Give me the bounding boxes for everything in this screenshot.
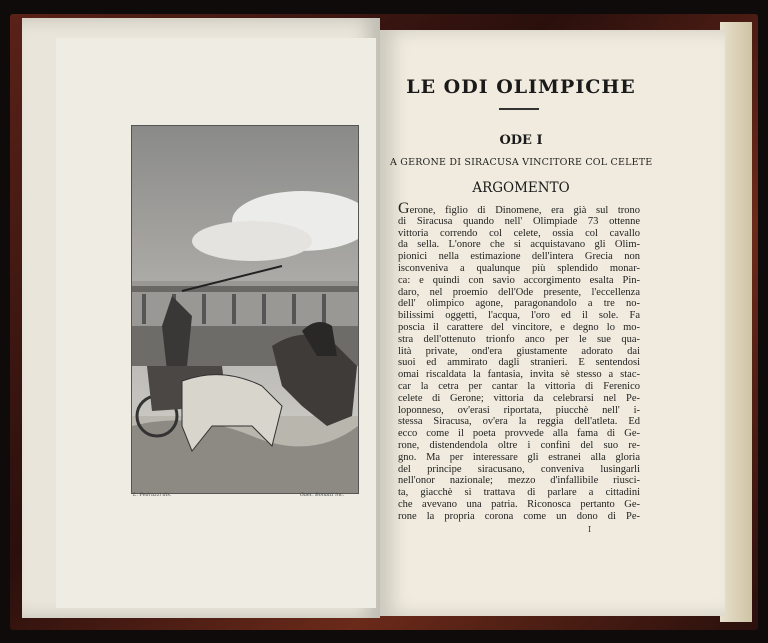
- text-line: [398, 499, 640, 511]
- text-line-content: vittoria correndo col celete, ossia col cavallo: [398, 227, 640, 239]
- text-line: [398, 511, 640, 523]
- text-line-content: pionici nella estimazione dell'intera Grecia non: [398, 251, 640, 263]
- text-line-content: del principe siracusano, conveniva lusingarli: [398, 463, 640, 475]
- text-line: [398, 239, 640, 251]
- text-line-content: rone, distendendola oltre i confini del suo re-: [398, 439, 640, 451]
- text-line-content: da sella. L'onore che si acquistavano gli Olim-: [398, 239, 640, 251]
- text-line-content: gno. Ma per interessare gli estranei alla gloria: [398, 451, 640, 463]
- text-line: [398, 428, 640, 440]
- text-line-content: stra dell'ottenuto trionfo anco per le sue qua-: [398, 333, 640, 345]
- text-line: [398, 228, 640, 240]
- text-line: [398, 216, 640, 228]
- text-line-content: dell' olimpico agone, paragonandolo a tre no-: [398, 298, 640, 310]
- text-line-content: di Siracusa quando nell' Olimpiade 73 ottenne: [398, 215, 640, 227]
- text-line-content: car la cetra per cantar la vittoria di Ferenico: [398, 380, 640, 392]
- section-heading: ARGOMENTO: [472, 180, 570, 196]
- text-line: [398, 369, 640, 381]
- text-line: [398, 200, 640, 217]
- drop-cap: G: [398, 200, 410, 217]
- text-line-content: isconveniva a qualunque più splendido monar-: [398, 262, 640, 274]
- page-number: I: [588, 525, 592, 534]
- engraving-caption-engraver: Gaet. Bonatti inc.: [300, 492, 345, 498]
- engraving-chariot-race: [131, 125, 359, 494]
- text-line-content: ecco come il poeta provvede alla fama di Ge-: [398, 428, 640, 440]
- text-line: [398, 275, 640, 287]
- text-line-content: omai riscaldata la fantasia, invita sè stesso a stac-: [398, 369, 640, 381]
- text-line: [398, 440, 640, 452]
- body-text: [398, 200, 640, 523]
- text-line-content: erone, figlio di Dinomene, era già sul trono: [409, 205, 640, 216]
- dedication-heading: A GERONE DI SIRACUSA VINCITORE COL CELETE: [390, 157, 653, 168]
- text-line-content: che avevano una patria. Riconosca pertanto Ge-: [398, 498, 640, 510]
- title-rule: [499, 108, 539, 110]
- text-line-content: suoi ed ammirato dagli stranieri. E sentendosi: [398, 357, 640, 369]
- text-line-content: ta, giacchè si trattava di parlare a cittadini: [398, 487, 640, 499]
- text-line: [398, 346, 640, 358]
- text-line-content: poscia il carattere del vincitore, e degno lo mo-: [398, 321, 640, 333]
- text-line-content: loponneso, ov'erasi riportata, piucchè nell' i-: [398, 404, 640, 416]
- text-line-content: bilissimi oggetti, l'acqua, l'oro ed il sole. Fa: [398, 310, 640, 322]
- text-line: [398, 381, 640, 393]
- text-line: [398, 298, 640, 310]
- text-line-content: lità private, ond'era giustamente adorato dai: [398, 345, 640, 357]
- text-line: [398, 334, 640, 346]
- text-line: [398, 393, 640, 405]
- text-line-content: rone la propria corona come un dono di Pe-: [398, 510, 640, 522]
- text-line: [398, 416, 640, 428]
- text-line-content: stessa Siracusa, ov'era la reggia dell'atleta. Ed: [398, 416, 640, 428]
- text-line: [398, 464, 640, 476]
- text-line: [398, 357, 640, 369]
- text-line-content: nell'onor nazionale; mezzo d'infallibile riusci-: [398, 475, 640, 487]
- text-line: [398, 405, 640, 417]
- text-line: [398, 310, 640, 322]
- text-line-content: daro, nel proemio dell'Ode presente, l'eccellenza: [398, 286, 640, 298]
- text-line-content: celete di Gerone; vittoria da celebrarsi nel Pe-: [398, 392, 640, 404]
- text-line: [398, 475, 640, 487]
- text-line: [398, 487, 640, 499]
- text-line-content: ca: e quindi con savio accorgimento esalta Pin-: [398, 274, 640, 286]
- ode-heading: ODE I: [499, 133, 543, 148]
- text-line: [398, 287, 640, 299]
- page-title: LE ODI OLIMPICHE: [406, 76, 636, 98]
- engraving-caption-designer: L. Pedrazzi dis.: [133, 492, 172, 498]
- text-line: [398, 251, 640, 263]
- text-line: [398, 452, 640, 464]
- text-line: [398, 263, 640, 275]
- text-line: [398, 322, 640, 334]
